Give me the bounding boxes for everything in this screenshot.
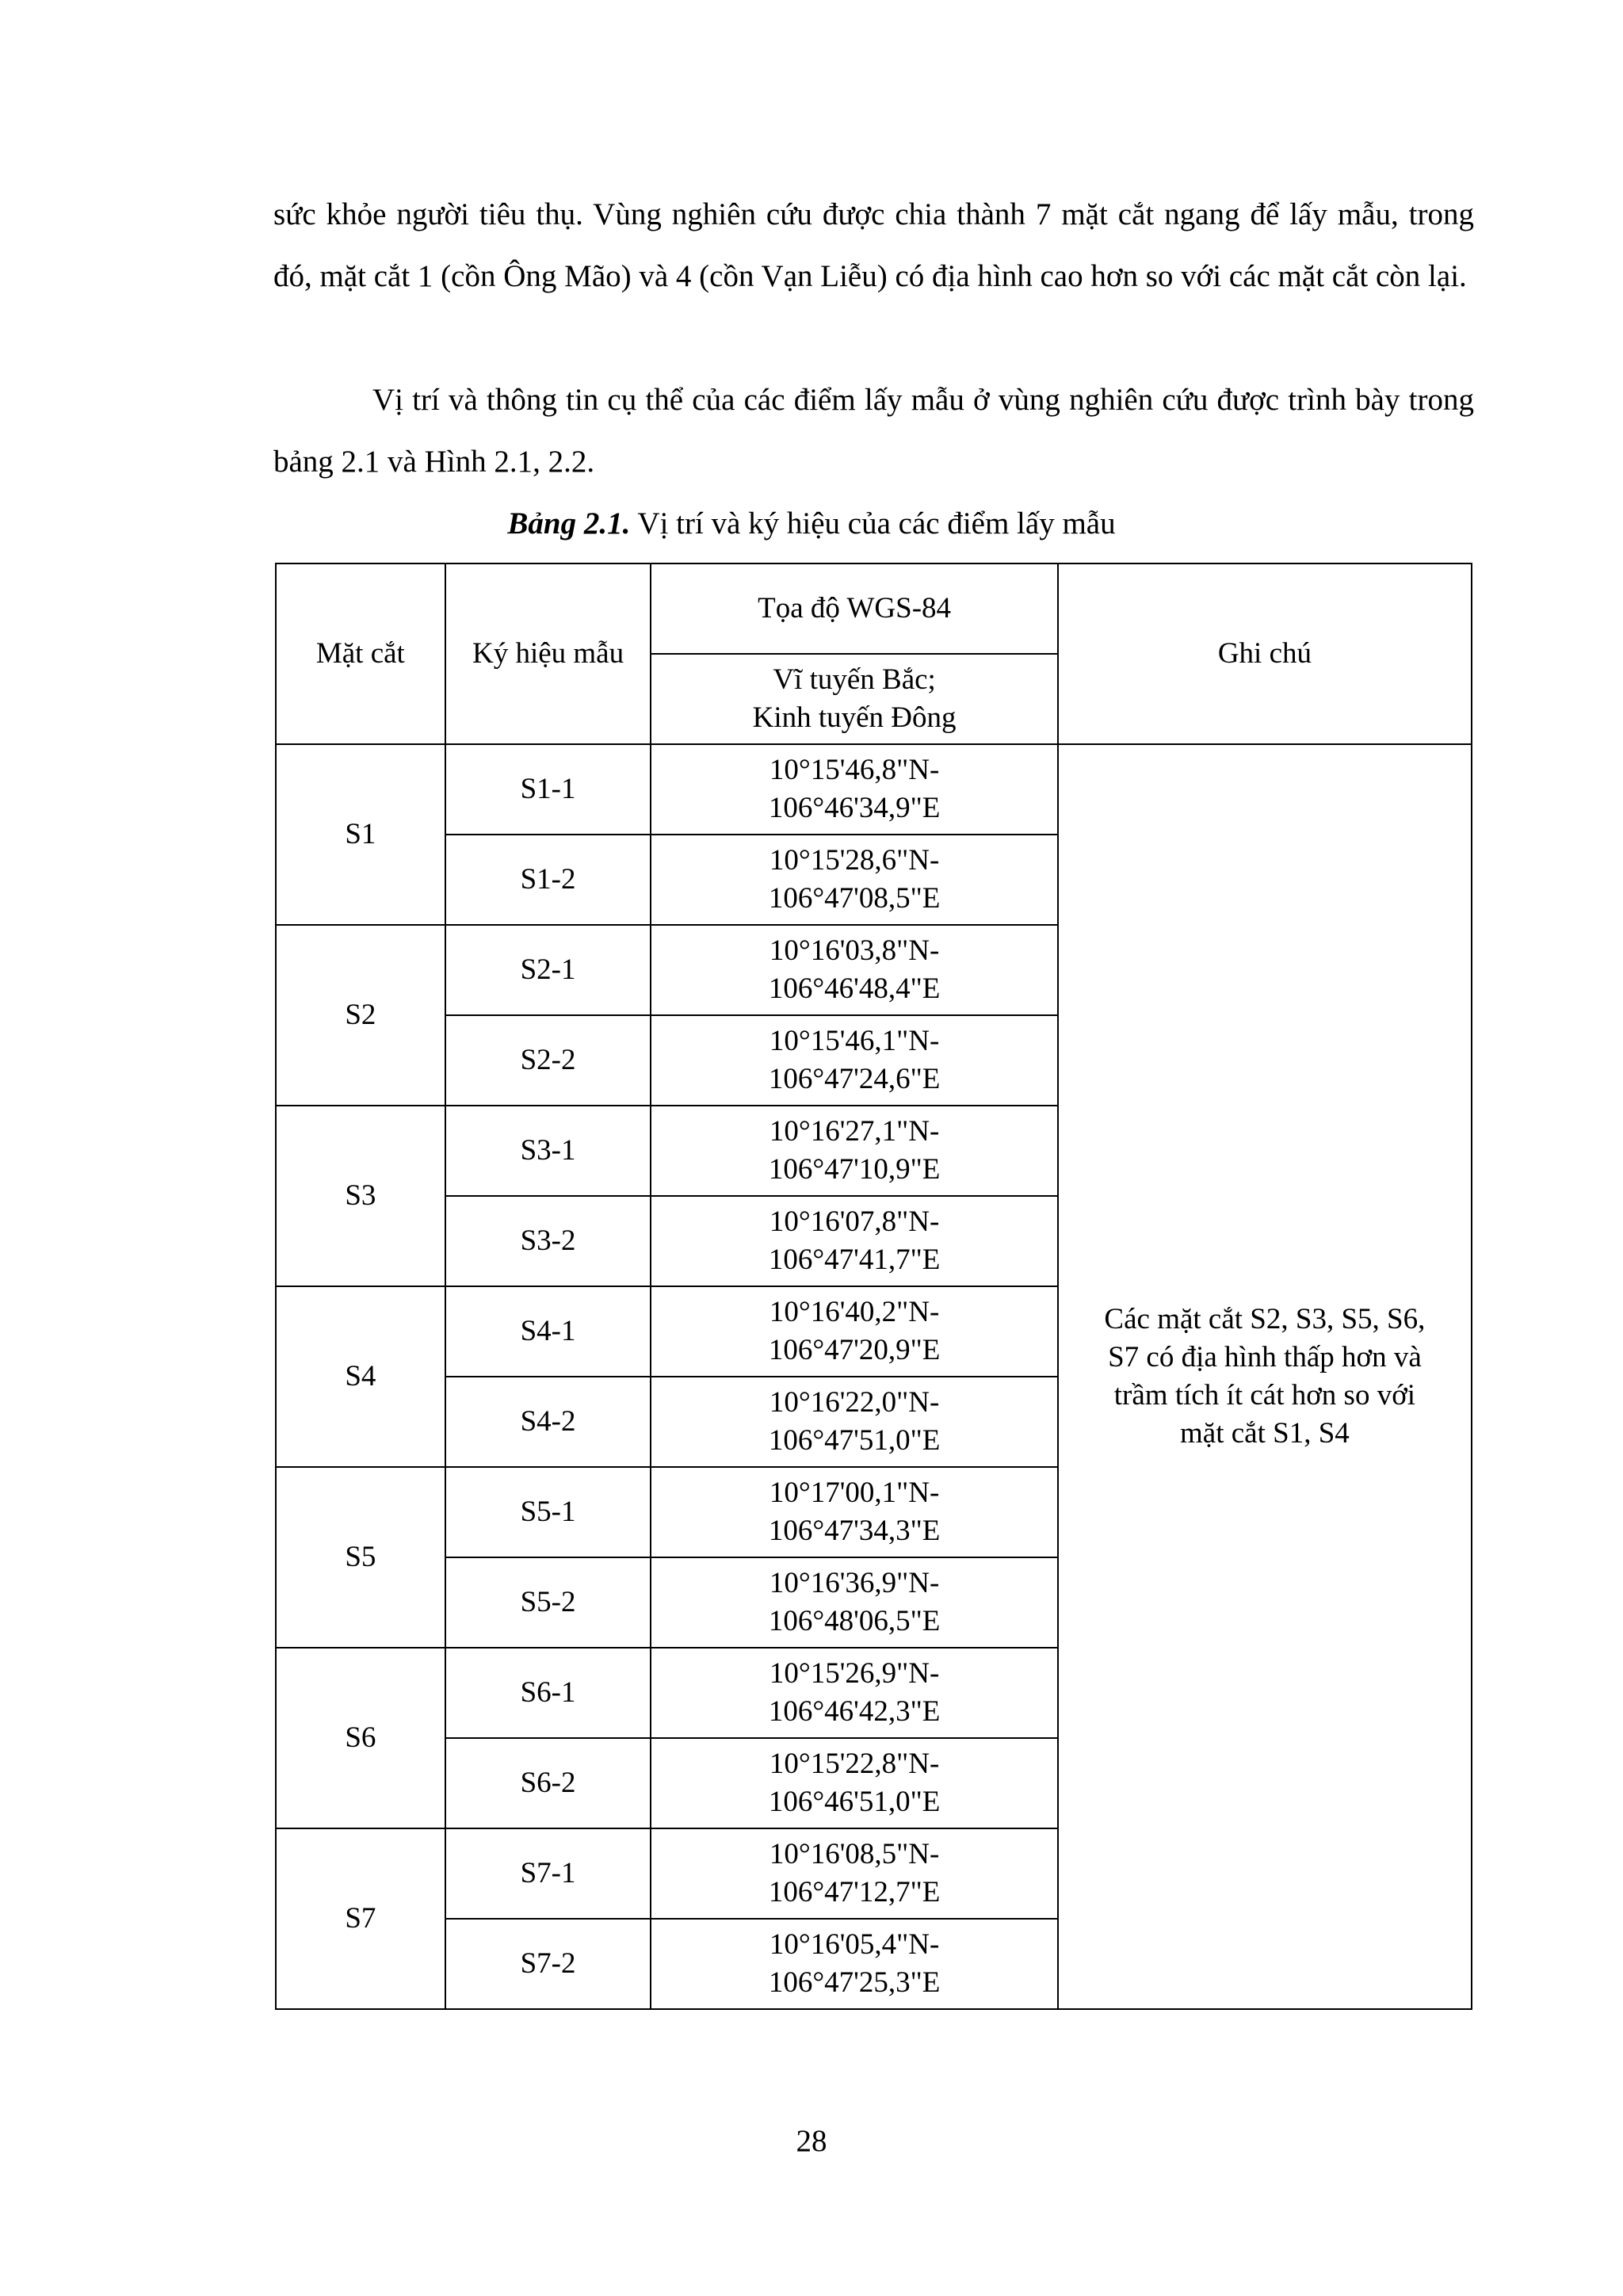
longitude-value: 106°47'41,7"E bbox=[768, 1244, 941, 1276]
header-note: Ghi chú bbox=[1058, 563, 1472, 744]
sample-code-cell: S3-1 bbox=[445, 1106, 651, 1196]
table-caption bbox=[0, 493, 1623, 555]
table-caption-label: Bảng 2.1. bbox=[507, 506, 631, 541]
sample-code-cell: S7-2 bbox=[445, 1919, 651, 2009]
latitude-value: 10°17'00,1"N- bbox=[769, 1477, 940, 1509]
latitude-value: 10°16'07,8"N- bbox=[769, 1205, 940, 1238]
coordinates-cell bbox=[651, 1919, 1057, 2009]
coordinates-cell bbox=[651, 1015, 1057, 1106]
coordinates-cell bbox=[651, 1377, 1057, 1467]
sample-code-cell: S1-2 bbox=[445, 835, 651, 925]
sample-code-cell: S1-1 bbox=[445, 744, 651, 835]
longitude-value: 106°48'06,5"E bbox=[768, 1605, 941, 1637]
coordinates-cell bbox=[651, 1467, 1057, 1557]
section-cell: S6 bbox=[276, 1648, 445, 1828]
coordinates-cell bbox=[651, 1557, 1057, 1648]
section-cell: S7 bbox=[276, 1828, 445, 2009]
header-section: Mặt cắt bbox=[276, 563, 445, 744]
longitude-value: 106°46'48,4"E bbox=[768, 972, 941, 1005]
latitude-value: 10°16'03,8"N- bbox=[769, 934, 940, 967]
coordinates-cell bbox=[651, 744, 1057, 835]
sample-code-cell: S2-2 bbox=[445, 1015, 651, 1106]
note-cell bbox=[1058, 744, 1472, 2009]
note-line: mặt cắt S1, S4 bbox=[1180, 1417, 1350, 1450]
sample-code-cell: S5-1 bbox=[445, 1467, 651, 1557]
latitude-value: 10°16'40,2"N- bbox=[769, 1296, 940, 1328]
sample-code-cell: S4-1 bbox=[445, 1286, 651, 1377]
header-row-1 bbox=[276, 563, 1472, 654]
section-cell: S2 bbox=[276, 925, 445, 1106]
latitude-value: 10°16'22,0"N- bbox=[769, 1386, 940, 1419]
header-latitude-label: Vĩ tuyến Bắc; bbox=[773, 663, 936, 696]
coordinates-cell bbox=[651, 1648, 1057, 1738]
section-cell: S3 bbox=[276, 1106, 445, 1286]
header-coordinates-sub bbox=[651, 654, 1057, 744]
longitude-value: 106°47'08,5"E bbox=[768, 882, 941, 915]
coordinates-cell bbox=[651, 1828, 1057, 1919]
latitude-value: 10°16'27,1"N- bbox=[769, 1115, 940, 1148]
latitude-value: 10°16'36,9"N- bbox=[769, 1567, 940, 1599]
coordinates-cell bbox=[651, 835, 1057, 925]
sample-code-cell: S2-1 bbox=[445, 925, 651, 1015]
coordinates-cell bbox=[651, 1286, 1057, 1377]
latitude-value: 10°16'08,5"N- bbox=[769, 1838, 940, 1870]
sample-code-cell: S6-2 bbox=[445, 1738, 651, 1828]
page-number: 28 bbox=[796, 2124, 827, 2158]
table-row bbox=[276, 744, 1472, 835]
longitude-value: 106°46'34,9"E bbox=[768, 792, 941, 824]
latitude-value: 10°15'46,1"N- bbox=[769, 1025, 940, 1057]
sample-code-cell: S4-2 bbox=[445, 1377, 651, 1467]
latitude-value: 10°15'28,6"N- bbox=[769, 844, 940, 877]
longitude-value: 106°47'34,3"E bbox=[768, 1515, 941, 1547]
longitude-value: 106°46'42,3"E bbox=[768, 1695, 941, 1728]
longitude-value: 106°47'25,3"E bbox=[768, 1966, 941, 1999]
longitude-value: 106°47'24,6"E bbox=[768, 1063, 941, 1095]
longitude-value: 106°47'12,7"E bbox=[768, 1876, 941, 1908]
coordinates-cell bbox=[651, 1738, 1057, 1828]
longitude-value: 106°47'51,0"E bbox=[768, 1424, 941, 1457]
header-longitude-label: Kinh tuyến Đông bbox=[752, 701, 957, 734]
header-sample-code: Ký hiệu mẫu bbox=[445, 563, 651, 744]
coordinates-cell bbox=[651, 1196, 1057, 1286]
section-cell: S5 bbox=[276, 1467, 445, 1648]
table-caption-text: Vị trí và ký hiệu của các điểm lấy mẫu bbox=[630, 506, 1116, 541]
section-cell: S4 bbox=[276, 1286, 445, 1467]
sample-code-cell: S6-1 bbox=[445, 1648, 651, 1738]
latitude-value: 10°15'22,8"N- bbox=[769, 1748, 940, 1780]
latitude-value: 10°16'05,4"N- bbox=[769, 1928, 940, 1961]
latitude-value: 10°15'46,8"N- bbox=[769, 754, 940, 786]
note-line: trầm tích ít cát hơn so với bbox=[1113, 1379, 1416, 1412]
coordinates-cell bbox=[651, 1106, 1057, 1196]
sampling-points-table bbox=[275, 563, 1472, 2010]
table-body bbox=[276, 744, 1472, 2009]
note-line: S7 có địa hình thấp hơn và bbox=[1108, 1341, 1422, 1373]
note-line: Các mặt cắt S2, S3, S5, S6, bbox=[1104, 1303, 1426, 1335]
sample-code-cell: S5-2 bbox=[445, 1557, 651, 1648]
section-cell: S1 bbox=[276, 744, 445, 925]
sample-code-cell: S3-2 bbox=[445, 1196, 651, 1286]
sample-code-cell: S7-1 bbox=[445, 1828, 651, 1919]
longitude-value: 106°47'10,9"E bbox=[768, 1153, 941, 1186]
coordinates-cell bbox=[651, 925, 1057, 1015]
body-paragraph-2: Vị trí và thông tin cụ thể của các điểm lấy mẫu ở vùng nghiên cứu được trình bày trong bảng 2.1 và Hình 2.1, 2.2. bbox=[273, 383, 1474, 479]
latitude-value: 10°15'26,9"N- bbox=[769, 1657, 940, 1690]
longitude-value: 106°47'20,9"E bbox=[768, 1334, 941, 1366]
longitude-value: 106°46'51,0"E bbox=[768, 1786, 941, 1818]
header-coordinates: Tọa độ WGS-84 bbox=[651, 563, 1057, 654]
body-paragraph-1: sức khỏe người tiêu thụ. Vùng nghiên cứu được chia thành 7 mặt cắt ngang để lấy mẫu, trong đó, mặt cắt 1 (cồn Ông Mão) và 4 (cồn Vạn Liễu) có địa hình cao hơn so với các mặt cắt còn lại. bbox=[273, 197, 1474, 293]
